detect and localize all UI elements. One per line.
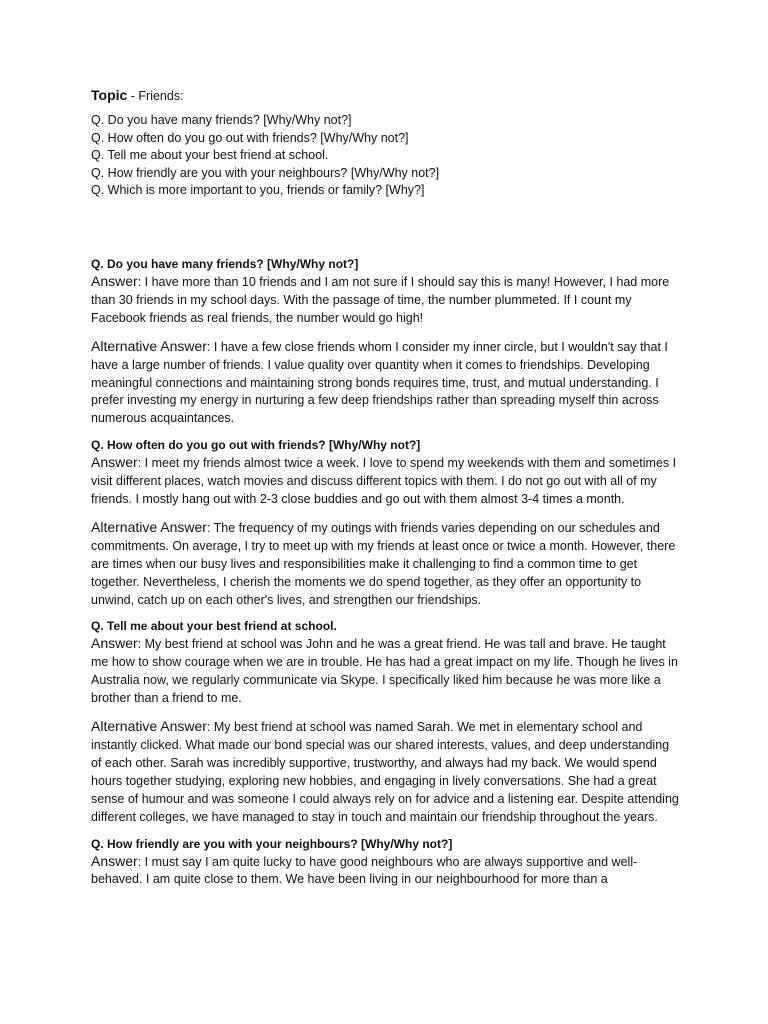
- answer-label: Answer: [91, 454, 138, 471]
- answer-label: Answer: [91, 635, 138, 652]
- alternative-answer-label: Alternative Answer: [91, 337, 207, 354]
- qa-section: [91, 618, 681, 826]
- alternative-answer-paragraph: [91, 718, 681, 826]
- question-item: Q. Which is more important to you, friends or family? [Why?]: [91, 183, 425, 198]
- answer-paragraph: [91, 454, 681, 509]
- qa-section: [91, 256, 681, 428]
- question-item: Q. How friendly are you with your neighbours? [Why/Why not?]: [91, 165, 440, 180]
- qa-section: [91, 836, 681, 890]
- answer-text: : I have more than 10 friends and I am not sure if I should say this is many! However, I had more than 30 friends in my school days. With the passage of time, the number plummeted. If I count my Facebook friends as real friends, the number would go high!: [91, 274, 670, 325]
- section-question: Q. How friendly are you with your neighbours? [Why/Why not?]: [91, 836, 453, 851]
- question-list: [91, 112, 681, 200]
- topic-label: Topic: [91, 87, 128, 103]
- answer-text: : I meet my friends almost twice a week. I love to spend my weekends with them and sometimes I visit different places, watch movies and discuss different topics with them. I do not go out with all of my friends. I mostly hang out with 2-3 close buddies and go out with them almost 3-4 times a month.: [91, 456, 677, 507]
- document-page: [91, 86, 681, 889]
- alternative-answer-label: Alternative Answer: [91, 518, 207, 535]
- alternative-answer-label: Alternative Answer: [91, 718, 207, 735]
- alternative-answer-paragraph: [91, 519, 681, 610]
- section-question: Q. Tell me about your best friend at school.: [91, 619, 337, 634]
- question-item: Q. How often do you go out with friends? [Why/Why not?]: [91, 130, 409, 145]
- answer-paragraph: [91, 635, 681, 708]
- answer-text: : My best friend at school was John and he was a great friend. He was tall and brave. He taught me how to show courage when we are in trouble. He has had a great impact on my life. Though he lives in Australia now, we regularly communicate via Skype. I specifically liked him because he was more like a brother than a friend to me.: [91, 637, 678, 706]
- topic-line: [91, 86, 681, 105]
- answer-paragraph: [91, 853, 681, 890]
- section-question: Q. Do you have many friends? [Why/Why not?]: [91, 256, 359, 271]
- spacer: [91, 200, 681, 256]
- alternative-answer-paragraph: [91, 338, 681, 429]
- answer-label: Answer: [91, 272, 138, 289]
- question-item: Q. Do you have many friends? [Why/Why not?]: [91, 113, 352, 127]
- section-question: Q. How often do you go out with friends? [Why/Why not?]: [91, 438, 421, 453]
- alternative-answer-text: : I have a few close friends whom I consider my inner circle, but I wouldn't say that I have a large number of friends. I value quality over quantity when it comes to friendships. Developing meaningful connections and maintaining strong bonds requires time, trust, and mutual understanding. I prefer investing my energy in nurturing a few deep friendships rather than spreading myself thin across numerous acquaintances.: [91, 339, 668, 426]
- answer-paragraph: [91, 273, 681, 328]
- qa-section: [91, 437, 681, 609]
- answer-label: Answer: [91, 852, 138, 869]
- topic-name: - Friends:: [127, 89, 184, 103]
- question-item: Q. Tell me about your best friend at school.: [91, 148, 329, 163]
- alternative-answer-text: : The frequency of my outings with friends varies depending on our schedules and commitments. On average, I try to meet up with my friends at least once or twice a month. However, there are times when our busy lives and responsibilities make it challenging to find a common time to get together. Nevertheless, I cherish the moments we do spend together, as they offer an opportunity to unwind, catch up on each other's lives, and strengthen our friendships.: [91, 520, 676, 607]
- answer-text: : I must say I am quite lucky to have good neighbours who are always supportive and well-behaved. I am quite close to them. We have been living in our neighbourhood for more than a: [91, 854, 638, 887]
- alternative-answer-text: : My best friend at school was named Sarah. We met in elementary school and instantly clicked. What made our bond special was our shared interests, values, and deep understanding of each other. Sarah was incredibly supportive, trustworthy, and always had my back. We would spend hours together studying, exploring new hobbies, and engaging in lively conversations. She had a great sense of humour and was someone I could always rely on for advice and a listening ear. Despite attending different colleges, we have managed to stay in touch and maintain our friendship throughout the years.: [91, 720, 679, 824]
